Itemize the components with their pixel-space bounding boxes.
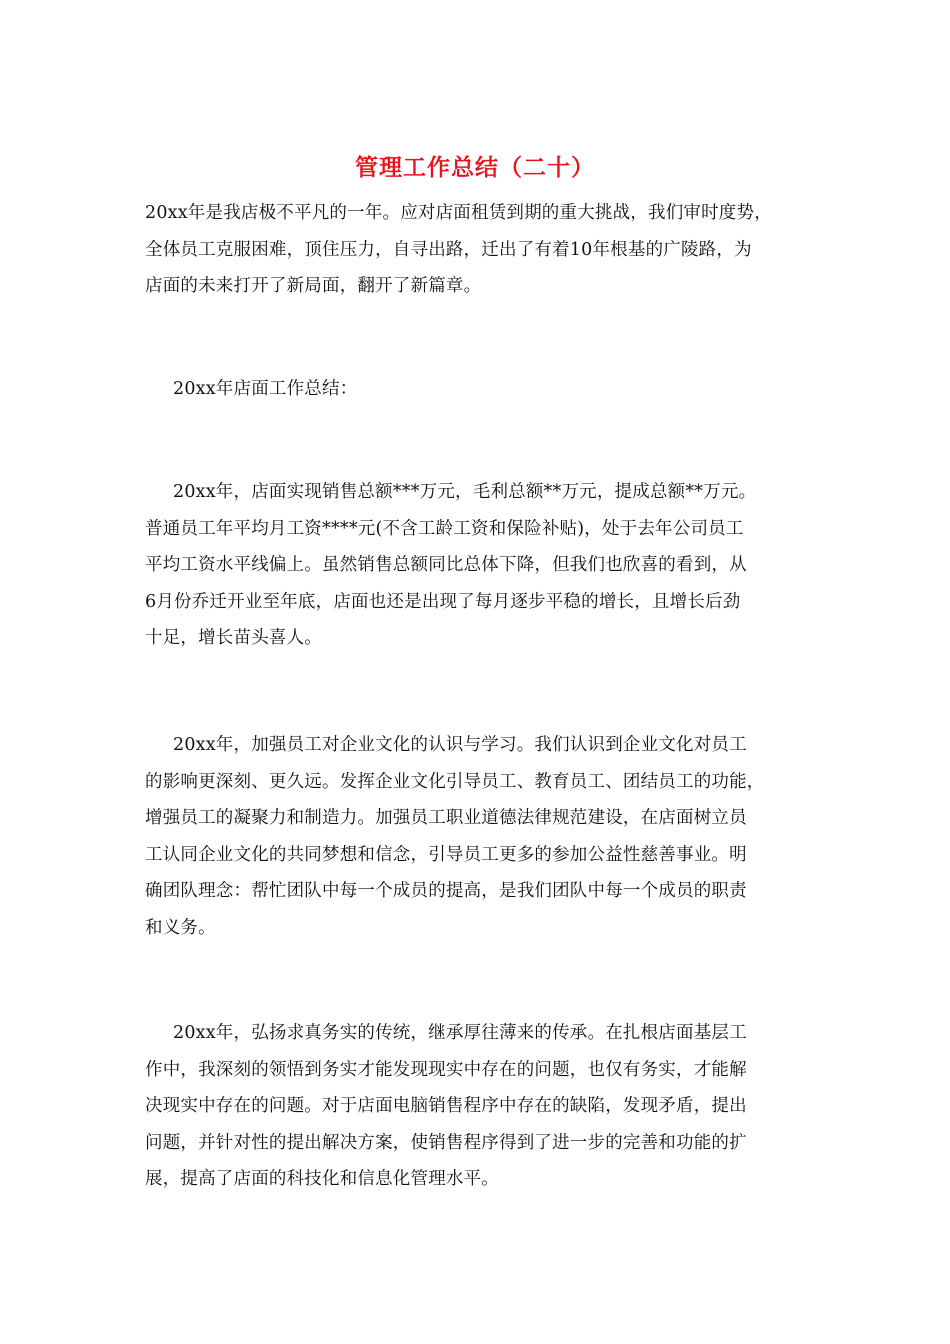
document-title: 管理工作总结（二十） bbox=[355, 154, 595, 181]
paragraph-line: 20xx年，店面实现销售总额***万元，毛利总额**万元，提成总额**万元。 bbox=[173, 482, 757, 502]
paragraph-line: 6月份乔迁开业至年底，店面也还是出现了每月逐步平稳的增长，且增长后劲 bbox=[145, 591, 741, 612]
paragraph-line: 增强员工的凝聚力和制造力。加强员工职业道德法律规范建设，在店面树立员 bbox=[145, 808, 747, 828]
paragraph-line: 问题，并针对性的提出解决方案，使销售程序得到了进一步的完善和功能的扩 bbox=[145, 1132, 747, 1153]
paragraph-line: 和义务。 bbox=[145, 917, 216, 938]
paragraph-sales bbox=[145, 474, 815, 657]
paragraph-culture bbox=[145, 727, 815, 946]
paragraph-line: 普通员工年平均月工资****元(不含工龄工资和保险补贴)，处于去年公司员工 bbox=[145, 518, 744, 539]
paragraph-line: 20xx年店面工作总结： bbox=[173, 379, 358, 399]
paragraph-line: 20xx年是我店极不平凡的一年。应对店面租赁到期的重大挑战，我们审时度势， bbox=[145, 203, 772, 223]
paragraph-intro bbox=[145, 195, 815, 305]
paragraph-line: 工认同企业文化的共同梦想和信念，引导员工更多的参加公益性慈善事业。明 bbox=[145, 844, 747, 865]
paragraph-line: 确团队理念：帮忙团队中每一个成员的提高，是我们团队中每一个成员的职责 bbox=[145, 881, 747, 901]
paragraph-line: 平均工资水平线偏上。虽然销售总额同比总体下降，但我们也欣喜的看到，从 bbox=[145, 555, 747, 575]
paragraph-line: 店面的未来打开了新局面，翻开了新篇章。 bbox=[145, 276, 482, 296]
paragraph-line: 20xx年，加强员工对企业文化的认识与学习。我们认识到企业文化对员工 bbox=[173, 735, 747, 755]
paragraph-line: 全体员工克服困难，顶住压力，自寻出路，迁出了有着10年根基的广陵路，为 bbox=[145, 239, 752, 260]
paragraph-line: 的影响更深刻、更久远。发挥企业文化引导员工、教育员工、团结员工的功能， bbox=[145, 771, 765, 792]
paragraph-line: 十足，增长苗头喜人。 bbox=[145, 628, 322, 648]
paragraph-line: 决现实中存在的问题。对于店面电脑销售程序中存在的缺陷，发现矛盾，提出 bbox=[145, 1096, 747, 1116]
paragraph-line: 20xx年，弘扬求真务实的传统，继承厚往薄来的传承。在扎根店面基层工 bbox=[173, 1023, 747, 1043]
paragraph-pragmatism bbox=[145, 1015, 815, 1198]
section-heading bbox=[145, 371, 815, 408]
paragraph-line: 作中，我深刻的领悟到务实才能发现现实中存在的问题，也仅有务实，才能解 bbox=[145, 1059, 747, 1080]
paragraph-line: 展，提高了店面的科技化和信息化管理水平。 bbox=[145, 1169, 499, 1189]
